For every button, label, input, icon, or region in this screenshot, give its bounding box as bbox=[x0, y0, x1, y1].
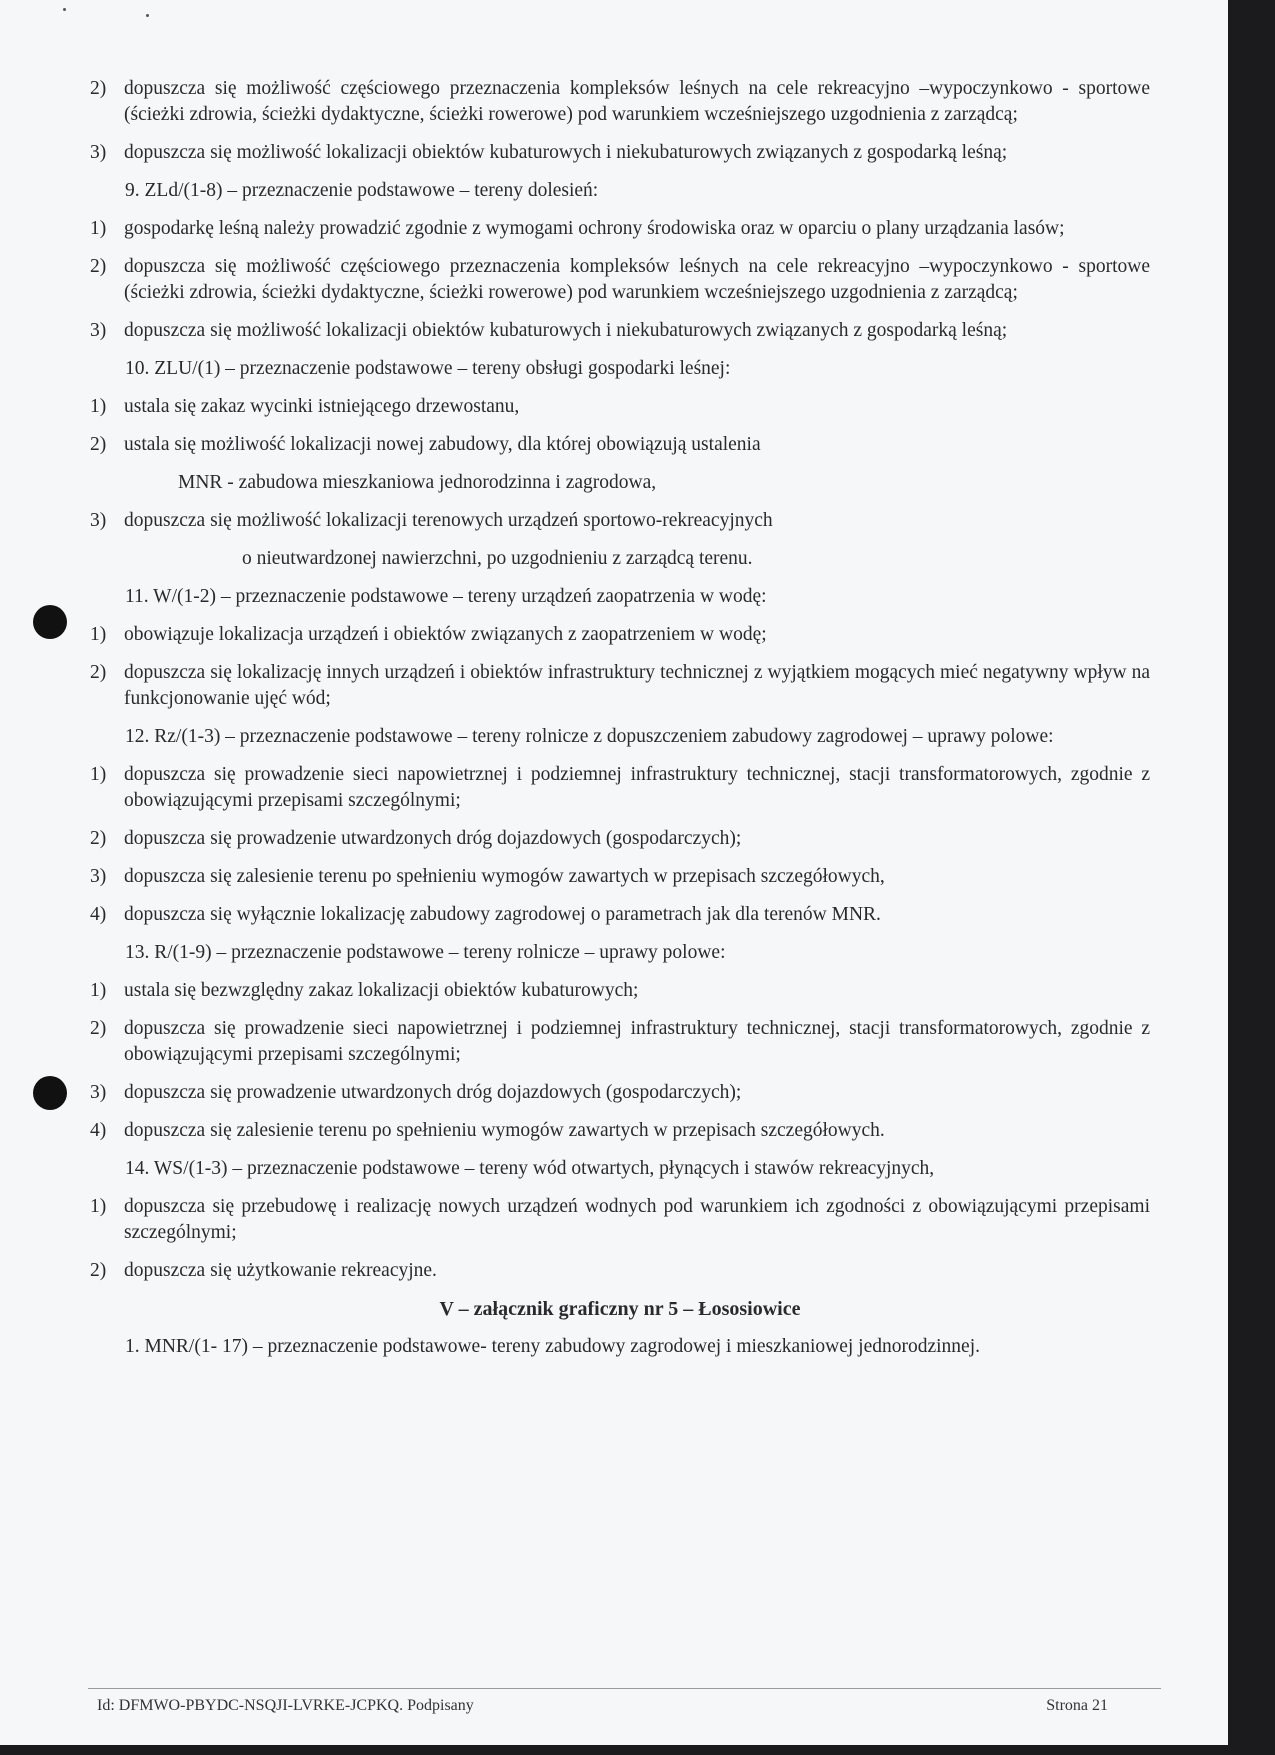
list-item bbox=[90, 660, 1150, 712]
list-item-text: ustala się zakaz wycinki istniejącego drzewostanu, bbox=[124, 396, 520, 417]
list-item-text: dopuszcza się użytkowanie rekreacyjne. bbox=[124, 1260, 437, 1281]
list-item-text: dopuszcza się możliwość lokalizacji obiektów kubaturowych i niekubaturowych związanych z gospodarką leśną; bbox=[124, 320, 1008, 341]
list-item-number: 2) bbox=[90, 434, 107, 455]
list-item-text: dopuszcza się możliwość lokalizacji obiektów kubaturowych i niekubaturowych związanych z gospodarką leśną; bbox=[124, 142, 1008, 163]
scan-border-bottom bbox=[0, 1745, 1275, 1755]
list-item-number: 2) bbox=[90, 828, 107, 849]
list-item-number: 2) bbox=[90, 256, 107, 277]
list-item bbox=[90, 394, 1150, 420]
list-item-number: 2) bbox=[90, 662, 107, 683]
list-item-text: dopuszcza się zalesienie terenu po spełnieniu wymogów zawartych w przepisach szczegółowych. bbox=[124, 1120, 885, 1141]
list-item bbox=[90, 1118, 1150, 1144]
list-item bbox=[90, 76, 1150, 128]
list-item-text: dopuszcza się zalesienie terenu po spełnieniu wymogów zawartych w przepisach szczegółowych, bbox=[124, 866, 885, 887]
list-item-number: 1) bbox=[90, 764, 107, 785]
list-item bbox=[90, 762, 1150, 814]
section-paragraph: 12. Rz/(1-3) – przeznaczenie podstawowe – tereny rolnicze z dopuszczeniem zabudowy zagrodowej – uprawy polowe: bbox=[125, 726, 1054, 747]
list-item-number: 1) bbox=[90, 1196, 107, 1217]
list-item-number: 2) bbox=[90, 1018, 107, 1039]
document-body bbox=[90, 76, 1150, 1372]
list-item-text: dopuszcza się prowadzenie utwardzonych dróg dojazdowych (gospodarczych); bbox=[124, 1082, 742, 1103]
list-item bbox=[90, 826, 1150, 852]
list-item-number: 4) bbox=[90, 904, 107, 925]
list-item-number: 3) bbox=[90, 320, 107, 341]
document-id: Id: DFMWO-PBYDC-NSQJI-LVRKE-JCPKQ. Podpisany bbox=[97, 1697, 474, 1714]
page-number: Strona 21 bbox=[1046, 1697, 1108, 1714]
list-item bbox=[90, 508, 1150, 534]
list-item-text: dopuszcza się możliwość lokalizacji terenowych urządzeń sportowo-rekreacyjnych bbox=[124, 510, 773, 531]
section-paragraph: 14. WS/(1-3) – przeznaczenie podstawowe – tereny wód otwartych, płynących i stawów rekreacyjnych, bbox=[125, 1158, 935, 1179]
list-item bbox=[90, 1016, 1150, 1068]
section-paragraph: 1. MNR/(1- 17) – przeznaczenie podstawowe- tereny zabudowy zagrodowej i mieszkaniowej jednorodzinnej. bbox=[125, 1336, 980, 1357]
list-item-number: 1) bbox=[90, 396, 107, 417]
punch-hole-top bbox=[33, 605, 67, 639]
list-item-text: obowiązuje lokalizacja urządzeń i obiektów związanych z zaopatrzeniem w wodę; bbox=[124, 624, 767, 645]
list-item-text: ustala się możliwość lokalizacji nowej zabudowy, dla której obowiązują ustalenia bbox=[124, 434, 761, 455]
list-item-text: dopuszcza się wyłącznie lokalizację zabudowy zagrodowej o parametrach jak dla terenów MNR. bbox=[124, 904, 881, 925]
list-item-number: 2) bbox=[90, 1260, 107, 1281]
list-item-number: 3) bbox=[90, 1082, 107, 1103]
punch-hole-bottom bbox=[33, 1076, 67, 1110]
list-item-text: dopuszcza się prowadzenie utwardzonych dróg dojazdowych (gospodarczych); bbox=[124, 828, 742, 849]
section-paragraph: 11. W/(1-2) – przeznaczenie podstawowe – tereny urządzeń zaopatrzenia w wodę: bbox=[125, 586, 767, 607]
list-item bbox=[90, 902, 1150, 928]
list-item-number: 1) bbox=[90, 218, 107, 239]
list-item bbox=[90, 1080, 1150, 1106]
list-item bbox=[90, 140, 1150, 166]
section-paragraph: 13. R/(1-9) – przeznaczenie podstawowe – tereny rolnicze – uprawy polowe: bbox=[125, 942, 726, 963]
list-item-number: 1) bbox=[90, 624, 107, 645]
list-item-text: dopuszcza się możliwość częściowego przeznaczenia kompleksów leśnych na cele rekreacyjno –wypoczynkowo - sportowe (ścieżki zdrowia, ścieżki dydaktyczne, ścieżki rowerowe) pod warunkiem wcześniejszego uzgodnienia z zarządcą; bbox=[124, 256, 1150, 303]
list-item bbox=[90, 1258, 1150, 1284]
continuation-line: MNR - zabudowa mieszkaniowa jednorodzinna i zagrodowa, bbox=[178, 472, 657, 493]
continuation-line: o nieutwardzonej nawierzchni, po uzgodnieniu z zarządcą terenu. bbox=[242, 548, 753, 569]
list-item bbox=[90, 978, 1150, 1004]
scan-speck bbox=[63, 8, 66, 11]
list-item-number: 3) bbox=[90, 510, 107, 531]
list-item-text: dopuszcza się lokalizację innych urządzeń i obiektów infrastruktury technicznej z wyjątkiem mogących mieć negatywny wpływ na funkcjonowanie ujęć wód; bbox=[124, 662, 1150, 709]
list-item-text: dopuszcza się prowadzenie sieci napowietrznej i podziemnej infrastruktury technicznej, stacji transformatorowych, zgodnie z obowiązującymi przepisami szczególnymi; bbox=[124, 764, 1150, 811]
footer-divider bbox=[88, 1688, 1161, 1689]
scan-speck bbox=[146, 14, 149, 17]
list-item bbox=[90, 622, 1150, 648]
list-item bbox=[90, 864, 1150, 890]
list-item bbox=[90, 1194, 1150, 1246]
list-item bbox=[90, 432, 1150, 458]
list-item bbox=[90, 216, 1150, 242]
list-item bbox=[90, 254, 1150, 306]
section-heading: V – załącznik graficzny nr 5 – Łososiowice bbox=[439, 1298, 801, 1320]
list-item-text: dopuszcza się przebudowę i realizację nowych urządzeń wodnych pod warunkiem ich zgodności z obowiązującymi przepisami szczególnymi; bbox=[124, 1196, 1150, 1243]
list-item-number: 2) bbox=[90, 78, 107, 99]
scan-border-right bbox=[1228, 0, 1275, 1755]
section-paragraph: 9. ZLd/(1-8) – przeznaczenie podstawowe – tereny dolesień: bbox=[125, 180, 599, 201]
list-item-number: 4) bbox=[90, 1120, 107, 1141]
list-item-text: dopuszcza się prowadzenie sieci napowietrznej i podziemnej infrastruktury technicznej, stacji transformatorowych, zgodnie z obowiązującymi przepisami szczególnymi; bbox=[124, 1018, 1150, 1065]
list-item bbox=[90, 318, 1150, 344]
list-item-text: gospodarkę leśną należy prowadzić zgodnie z wymogami ochrony środowiska oraz w oparciu o plany urządzania lasów; bbox=[124, 218, 1065, 239]
list-item-text: ustala się bezwzględny zakaz lokalizacji obiektów kubaturowych; bbox=[124, 980, 639, 1001]
list-item-number: 3) bbox=[90, 142, 107, 163]
section-paragraph: 10. ZLU/(1) – przeznaczenie podstawowe – tereny obsługi gospodarki leśnej: bbox=[125, 358, 731, 379]
list-item-number: 3) bbox=[90, 866, 107, 887]
list-item-number: 1) bbox=[90, 980, 107, 1001]
list-item-text: dopuszcza się możliwość częściowego przeznaczenia kompleksów leśnych na cele rekreacyjno –wypoczynkowo - sportowe (ścieżki zdrowia, ścieżki dydaktyczne, ścieżki rowerowe) pod warunkiem wcześniejszego uzgodnienia z zarządcą; bbox=[124, 78, 1150, 125]
